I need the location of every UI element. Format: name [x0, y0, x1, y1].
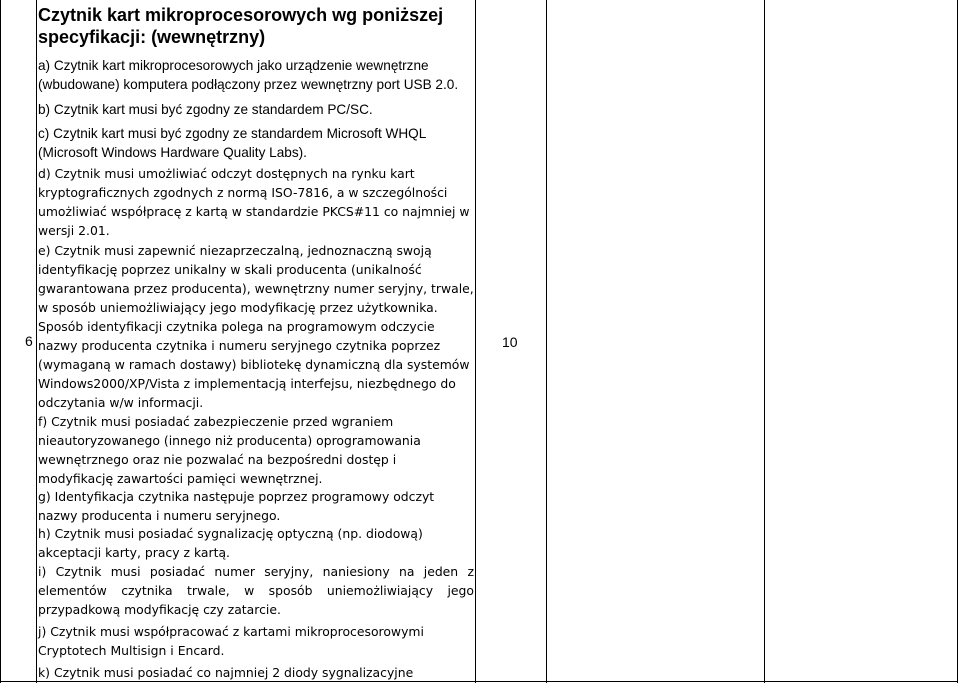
spec-item-b: b) Czytnik kart musi być zgodny ze standardem PC/SC. — [38, 102, 373, 117]
spec-item-h: h) Czytnik musi posiadać sygnalizację optyczną (np. diodową) akceptacji karty, pracy z kartą. — [38, 526, 423, 560]
spec-item-f: f) Czytnik musi posiadać zabezpieczenie przed wgraniem nieautoryzowanego (innego niż producenta) oprogramowania wewnętrznego oraz nie pozwalać na bezpośredni dostęp i modyfikację zawartości pamięci wewnętrznej. — [38, 414, 421, 486]
table-border-right — [957, 0, 958, 683]
item-heading: Czytnik kart mikroprocesorowych wg poniższej specyfikacji: (wewnętrzny) — [38, 5, 444, 47]
column-divider-quantity — [546, 0, 547, 683]
spec-item-j: j) Czytnik musi współpracować z kartami mikroprocesorowymi Cryptotech Multisign i Encard. — [38, 624, 424, 658]
spec-item-g: g) Identyfikacja czytnika następuje poprzez programowy odczyt nazwy producenta i numeru seryjnego. — [38, 489, 435, 523]
column-divider-description — [475, 0, 476, 683]
spec-item-k: k) Czytnik musi posiadać co najmniej 2 diody sygnalizacyjne — [38, 665, 414, 680]
column-divider-number — [36, 0, 37, 683]
spec-item-i: i) Czytnik musi posiadać numer seryjny, naniesiony na jeden z elementów czytnika trwale, w sposób uniemożliwiający jego przypadkową modyfikację czy zatarcie. — [38, 564, 474, 617]
spec-item-e: e) Czytnik musi zapewnić niezaprzeczalną, jednoznaczną swoją identyfikację poprzez unikalny w skali producenta (unikalność gwarantowana przez producenta), wewnętrzny numer seryjny, trwale, w sposób uniemożliwiający jego modyfikację przez użytkownika. Sposób identyfikacji czytnika polega na programowym odczycie nazwy producenta czytnika i numeru seryjnego czytnika poprzez (wymaganą w ramach dostawy) bibliotekę dynamiczną dla systemów Windows2000/XP/Vista z implementacją interfejsu, niezbędnego do odczytania w/w informacji. — [38, 243, 474, 410]
spec-item-a: a) Czytnik kart mikroprocesorowych jako urządzenie wewnętrzne (wbudowane) komputera podłączony przez wewnętrzny port USB 2.0. — [38, 58, 459, 92]
row-number: 6 — [25, 333, 33, 349]
table-border-left — [0, 0, 1, 683]
column-divider-price — [764, 0, 765, 683]
spec-item-c: c) Czytnik kart musi być zgodny ze standardem Microsoft WHQL (Microsoft Windows Hardware Quality Labs). — [38, 126, 426, 160]
spec-item-d: d) Czytnik musi umożliwiać odczyt dostępnych na rynku kart kryptograficznych zgodnych z normą ISO-7816, a w szczególności umożliwiać współpracę z kartą w standardzie PKCS#11 co najmniej w wersji 2.01. — [38, 166, 470, 238]
quantity-value: 10 — [502, 334, 518, 350]
